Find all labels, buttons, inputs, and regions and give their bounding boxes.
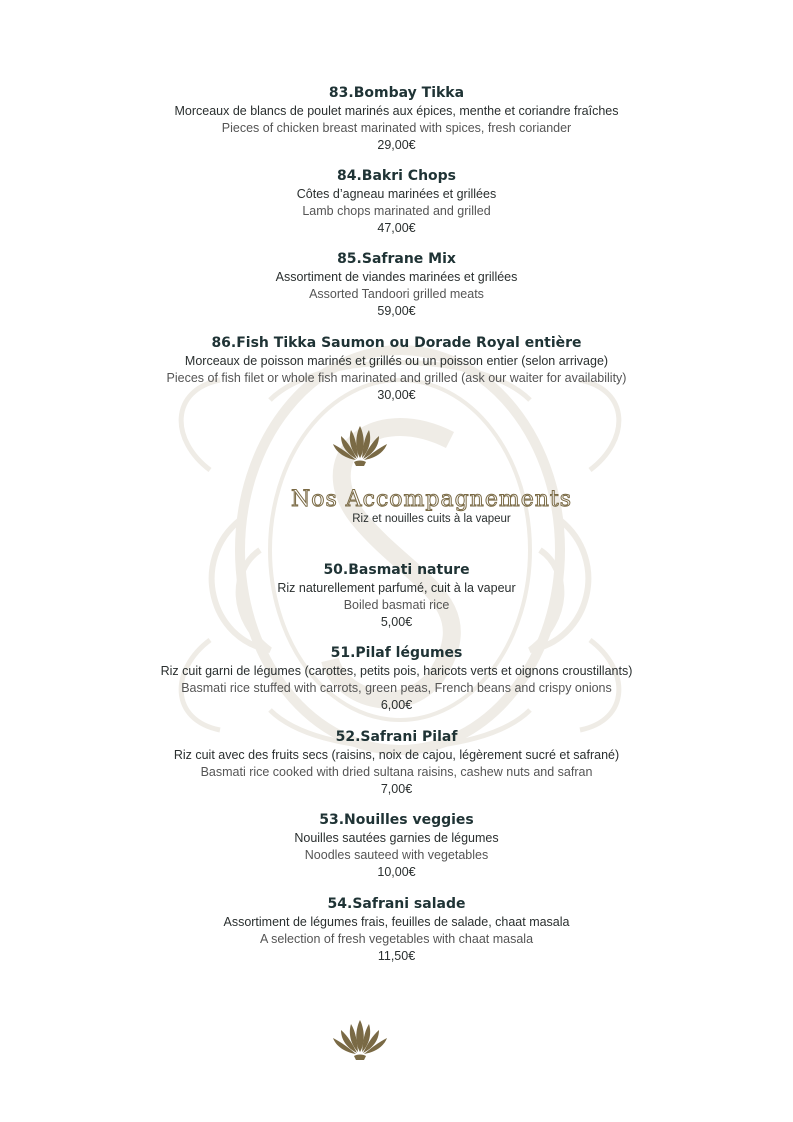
menu-item <box>0 250 793 320</box>
section-subtitle: Riz et nouilles cuits à la vapeur <box>352 513 511 525</box>
dish-description-fr: Riz cuit avec des fruits secs (raisins, noix de cajou, légèrement sucré et safrané) <box>173 748 620 762</box>
dish-description-en: Boiled basmati rice <box>343 598 450 612</box>
menu-item <box>0 84 793 154</box>
menu-item <box>0 728 793 798</box>
dish-name: 50.Basmati nature <box>323 562 470 578</box>
dish-name: 86.Fish Tikka Saumon ou Dorade Royal entière <box>211 335 582 351</box>
dish-description-en: Basmati rice stuffed with carrots, green peas, French beans and crispy onions <box>181 681 612 695</box>
dish-price: 47,00€ <box>377 221 416 235</box>
menu-item <box>0 811 793 881</box>
dish-description-en: Pieces of chicken breast marinated with spices, fresh coriander <box>221 121 572 135</box>
dish-description-en: Lamb chops marinated and grilled <box>302 204 491 218</box>
menu-item <box>0 334 793 404</box>
dish-name: 85.Safrane Mix <box>337 251 456 267</box>
dish-description-en: Assorted Tandoori grilled meats <box>309 287 484 301</box>
dish-description-en: Pieces of fish filet or whole fish marinated and grilled (ask our waiter for availability) <box>166 371 627 385</box>
dish-description-fr: Assortiment de viandes marinées et grillées <box>275 270 518 284</box>
dish-price: 6,00€ <box>380 698 413 712</box>
dish-description-fr: Riz naturellement parfumé, cuit à la vapeur <box>277 581 516 595</box>
dish-description-en: Noodles sauteed with vegetables <box>304 848 489 862</box>
dish-name: 51.Pilaf légumes <box>330 645 463 661</box>
menu-item <box>0 167 793 237</box>
menu-item <box>0 895 793 965</box>
dish-name: 53.Nouilles veggies <box>319 812 474 828</box>
dish-description-en: A selection of fresh vegetables with chaat masala <box>259 932 534 946</box>
dish-description-en: Basmati rice cooked with dried sultana raisins, cashew nuts and safran <box>200 765 593 779</box>
menu-item <box>0 644 793 714</box>
dish-name: 83.Bombay Tikka <box>328 85 465 101</box>
dish-description-fr: Morceaux de poisson marinés et grillés ou un poisson entier (selon arrivage) <box>184 354 609 368</box>
dish-description-fr: Côtes d’agneau marinées et grillées <box>296 187 497 201</box>
menu-item <box>0 561 793 631</box>
dish-price: 11,50€ <box>377 949 416 963</box>
lotus-ornament-icon <box>330 424 390 468</box>
dish-price: 10,00€ <box>377 865 416 879</box>
dish-price: 29,00€ <box>377 138 416 152</box>
dish-name: 52.Safrani Pilaf <box>335 729 458 745</box>
lotus-ornament-icon <box>330 1018 390 1062</box>
dish-name: 84.Bakri Chops <box>336 168 457 184</box>
dish-price: 5,00€ <box>380 615 413 629</box>
dish-description-fr: Morceaux de blancs de poulet marinés aux épices, menthe et coriandre fraîches <box>174 104 619 118</box>
dish-price: 59,00€ <box>377 304 416 318</box>
dish-price: 30,00€ <box>377 388 416 402</box>
dish-description-fr: Riz cuit garni de légumes (carottes, petits pois, haricots verts et oignons croustillants) <box>160 664 633 678</box>
dish-price: 7,00€ <box>380 782 413 796</box>
dish-description-fr: Nouilles sautées garnies de légumes <box>294 831 499 845</box>
dish-description-fr: Assortiment de légumes frais, feuilles de salade, chaat masala <box>223 915 570 929</box>
dish-name: 54.Safrani salade <box>327 896 466 912</box>
section-title: Nos Accompagnements <box>290 487 573 512</box>
